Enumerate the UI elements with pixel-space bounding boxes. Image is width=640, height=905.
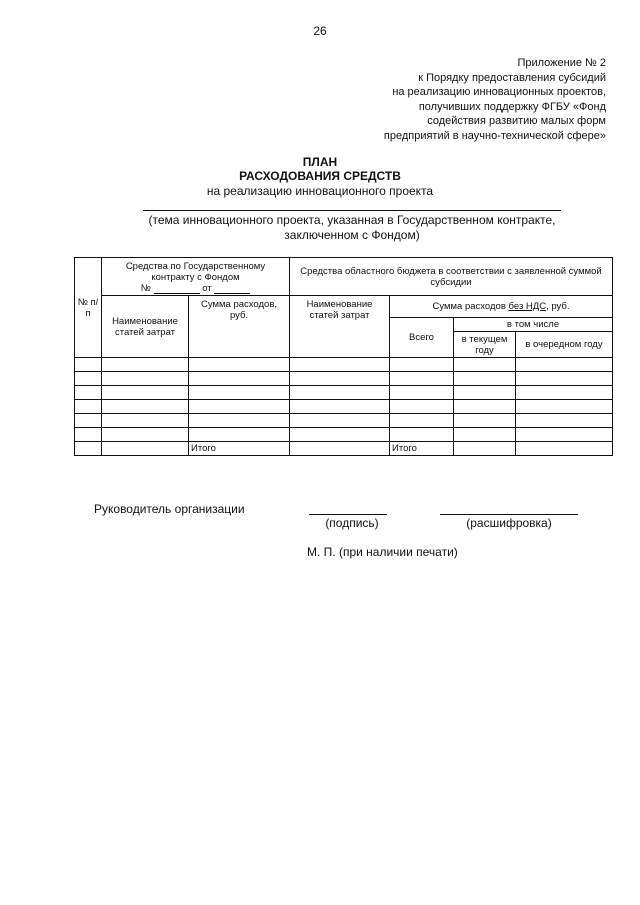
table-cell xyxy=(390,428,454,442)
table-cell xyxy=(189,386,290,400)
expense-plan-table xyxy=(74,257,613,456)
regional-items-header: Наименование статей затрат xyxy=(290,296,390,358)
appendix-line: получивших поддержку ФГБУ «Фонд xyxy=(418,100,606,113)
contract-sum-header: Сумма расходов, руб. xyxy=(189,296,290,358)
regional-funds-header: Средства областного бюджета в соответствии с заявленной суммой субсидии xyxy=(290,258,613,296)
table-cell xyxy=(102,428,189,442)
table-cell xyxy=(75,358,102,372)
table-cell xyxy=(75,386,102,400)
contract-number-blank xyxy=(154,284,200,294)
contract-funds-title: Средства по Государственному контракту с Фондом xyxy=(125,261,266,283)
including-header: в том числе xyxy=(454,318,613,332)
table-cell xyxy=(390,414,454,428)
appendix-line: содействия развитию малых форм xyxy=(427,115,606,128)
table-row xyxy=(75,358,613,372)
table-row xyxy=(75,428,613,442)
table-cell xyxy=(390,358,454,372)
table-cell xyxy=(454,428,516,442)
table-cell xyxy=(516,414,613,428)
document-title-subject: РАСХОДОВАНИЯ СРЕДСТВ xyxy=(239,169,401,183)
table-row xyxy=(75,372,613,386)
sum-no-vat-prefix: Сумма расходов xyxy=(432,301,509,312)
table-cell xyxy=(102,358,189,372)
appendix-line: к Порядку предоставления субсидий xyxy=(418,71,606,84)
table-cell xyxy=(454,400,516,414)
table-cell xyxy=(102,442,189,456)
table-cell xyxy=(390,372,454,386)
table-cell xyxy=(454,386,516,400)
table-cell xyxy=(290,428,390,442)
table-cell xyxy=(102,386,189,400)
table-cell xyxy=(454,414,516,428)
table-cell xyxy=(102,400,189,414)
appendix-line: Приложение № 2 xyxy=(517,57,606,69)
table-cell xyxy=(390,400,454,414)
regional-total-label: Итого xyxy=(390,442,454,456)
sum-no-vat-header xyxy=(390,296,613,318)
table-cell xyxy=(516,372,613,386)
contract-date-blank xyxy=(214,284,250,294)
contract-items-header: Наименование статей затрат xyxy=(102,296,189,358)
table-cell xyxy=(75,372,102,386)
sum-no-vat-underlined: без НДС xyxy=(508,301,547,312)
table-cell xyxy=(189,414,290,428)
next-year-header: в очередном году xyxy=(516,332,613,358)
table-cell xyxy=(75,428,102,442)
table-cell xyxy=(189,358,290,372)
current-year-header: в текущем году xyxy=(454,332,516,358)
row-number-header: № п/п xyxy=(75,258,102,358)
table-row xyxy=(75,414,613,428)
table-cell xyxy=(75,400,102,414)
table-cell xyxy=(516,442,613,456)
table-cell xyxy=(290,442,390,456)
table-cell xyxy=(290,386,390,400)
table-cell xyxy=(454,372,516,386)
table-cell xyxy=(75,414,102,428)
table-cell xyxy=(189,428,290,442)
sum-no-vat-suffix: , руб. xyxy=(546,301,570,312)
table-cell xyxy=(516,386,613,400)
total-row xyxy=(75,442,613,456)
table-cell xyxy=(390,386,454,400)
contract-number-label: № xyxy=(140,283,151,294)
table-cell xyxy=(516,358,613,372)
signature-line xyxy=(309,514,387,515)
table-row xyxy=(75,400,613,414)
table-cell xyxy=(75,442,102,456)
signature-caption: (подпись) xyxy=(325,516,379,530)
name-decoding-caption: (расшифровка) xyxy=(466,516,552,530)
total-column-header: Всего xyxy=(390,318,454,358)
table-cell xyxy=(102,414,189,428)
contract-total-label: Итого xyxy=(189,442,290,456)
document-title-purpose: на реализацию инновационного проекта xyxy=(206,184,434,198)
table-cell xyxy=(290,400,390,414)
document-title: ПЛАН xyxy=(302,155,338,169)
table-cell xyxy=(189,372,290,386)
table-cell xyxy=(102,372,189,386)
table-cell xyxy=(516,400,613,414)
head-of-organization-label: Руководитель организации xyxy=(94,502,245,516)
appendix-line: предприятий в научно-технической сфере» xyxy=(383,129,606,142)
table-row xyxy=(75,386,613,400)
project-theme-caption: (тема инновационного проекта, указанная в Государственном контракте, заключенном с Фондом) xyxy=(148,213,556,242)
project-theme-line xyxy=(143,210,561,211)
table-cell xyxy=(454,358,516,372)
table-cell xyxy=(290,358,390,372)
stamp-place-label: М. П. (при наличии печати) xyxy=(307,545,458,559)
table-cell xyxy=(290,372,390,386)
table-cell xyxy=(516,428,613,442)
appendix-note xyxy=(384,56,606,144)
table-cell xyxy=(189,400,290,414)
table-cell xyxy=(290,414,390,428)
name-decoding-line xyxy=(440,514,578,515)
contract-funds-header xyxy=(102,258,290,296)
table-cell xyxy=(454,442,516,456)
contract-date-label: от xyxy=(202,283,212,294)
page-number: 26 xyxy=(313,24,327,38)
appendix-line: на реализацию инновационных проектов, xyxy=(392,86,606,99)
